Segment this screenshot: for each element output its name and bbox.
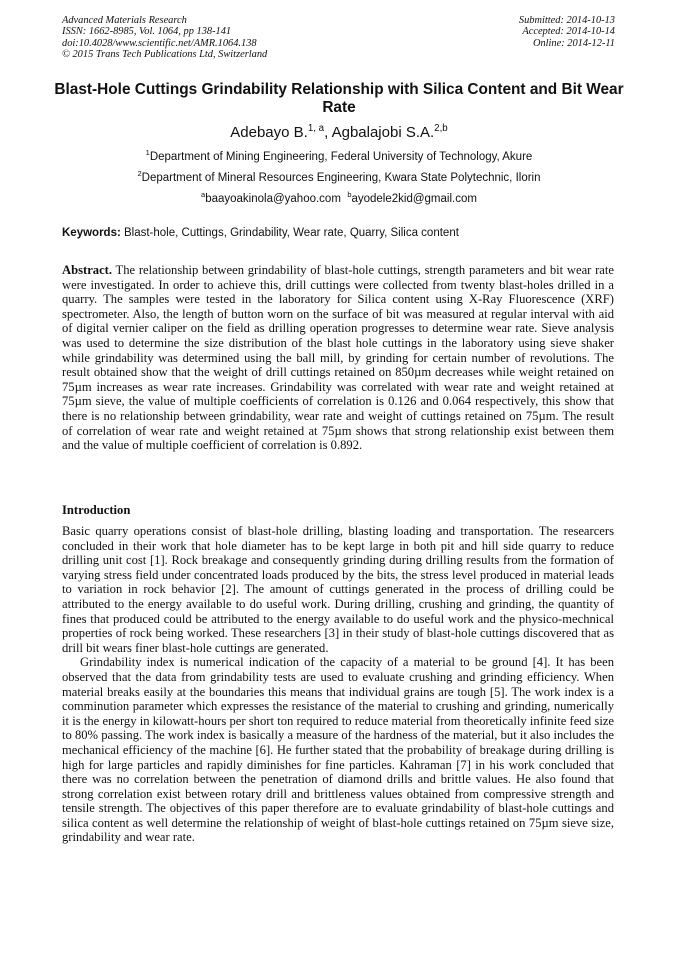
online-date: Online: 2014-12-11 — [532, 37, 615, 49]
affiliation-text: Department of Mining Engineering, Federal University of Technology, Akure — [149, 151, 533, 163]
keywords — [62, 227, 459, 239]
paper-title: Blast-Hole Cuttings Grindability Relationship with Silica Content and Bit Wear Rate — [54, 81, 624, 116]
affiliation-1 — [0, 148, 678, 163]
email-1[interactable]: baayoakinola@yahoo.com — [205, 193, 341, 205]
author-2: Agbalajobi S.A. — [331, 124, 435, 141]
email-sup: a — [201, 190, 206, 200]
authors — [0, 124, 678, 141]
journal-info — [62, 15, 267, 61]
paragraph: Grindability index is numerical indication of the capacity of a material to be ground [4]. It has been observed that the data from grindability tests are used to evaluate crushing and grinding efficiency. When material breaks easily at the boundaries this means that individual grains are tough [5]. The work index is a comminution parameter which expresses the resistance of the material to crushing and grinding, numerically it is the energy in kilowatt-hours per short ton required to reduce material from theoretically infinite feed size to 80% passing. The work index is basically a measure of the hardness of the material, but it also includes the mechanical efficiency of the machine [6]. He further stated that the probability of breakage during drilling is high for large particles and rapidly diminishes for fine particles. Kahraman [7] in his work concluded that there was no correlation between the penetration of diamond drills and brittle values. He also found that strong correlation exist between rotary drill and brittleness values obtained from compressive strength and tensile strength. The objectives of this paper therefore are to evaluate grindability of blast-hole cuttings and silica content as well determine the relationship of weight of blast-hole cuttings retained on 75µm sieve size, grindability and wear rate. — [62, 655, 614, 845]
author-1: Adebayo B. — [230, 124, 308, 141]
paragraph: Basic quarry operations consist of blast-hole drilling, blasting loading and transportation. The researcers concluded in their work that hole diameter has to be kept large in both pit and hill side quarry to reduce drilling unit cost [1]. Rock breakage and consequently grinding during drilling results from the formation of varying stress field under concentrated loads produced by the bits, the stress level produced in material leads to variation in rock behavior [2]. The amount of cuttings generated in the process of drilling could be attributed to the energy available to do useful work. During drilling, crushing and grinding, the quantity of fines that produced could be attributed to the energy available to do useful work and the physico-mechnical properties of rock being worked. These researchers [3] in their study of blast-hole cuttings discovered that as drill bit wears finer blast-hole cuttings are generated. — [62, 524, 614, 655]
keywords-text: Blast-hole, Cuttings, Grindability, Wear rate, Quarry, Silica content — [120, 227, 459, 239]
copyright: © 2015 Trans Tech Publications Ltd, Switzerland — [62, 49, 268, 61]
dates-info — [519, 15, 615, 49]
introduction-body — [62, 524, 614, 845]
affiliation-2 — [0, 169, 678, 184]
issn: ISSN: 1662-8985, Vol. 1064, pp 138-141 — [62, 26, 232, 38]
accepted-date: Accepted: 2014-10-14 — [522, 26, 615, 38]
email-sup: b — [347, 190, 352, 200]
email-2[interactable]: ayodele2kid@gmail.com — [351, 193, 477, 205]
affiliation-sup: 2 — [137, 169, 142, 179]
abstract — [62, 263, 614, 453]
author-separator: , — [324, 124, 332, 141]
affiliation-sup: 1 — [145, 148, 150, 158]
affiliation-text: Department of Mineral Resources Engineering, Kwara State Polytechnic, Ilorin — [141, 172, 541, 184]
abstract-text: The relationship between grindability of blast-hole cuttings, strength parameters and bit wear rate were investigated. In order to achieve this, drill cuttings were collected from twenty blast-holes drilled in a quarry. The samples were tested in the laboratory for Silica content using X-Ray Fluorescence (XRF) spectrometer. Also, the length of button worn on the surface of bit was measured at regular interval with aid of digital vernier caliper on the field as drilling operation progresses to determine wear rate. Sieve analysis was used to determine the size distribution of the blast hole cuttings in the laboratory using sieve shaker while grindability was determined using the ball mill, by grinding for certain number of revolutions. The result obtained show that the weight of drill cuttings retained on 850µm decreases while weight retained on 75µm increases as wear rate increases. Grindability was correlated with wear rate and weight retained at 75µm sieve, the value of multiple coefficients of correlation is 0.126 and 0.064 respectively, this show that there is no relationship between grindability, wear rate and weight of cuttings retained on 75µm. The result of correlation of wear rate and weight retained at 75µm shows that strong relationship exist between them and the value of multiple coefficient of correlation is 0.892. — [62, 263, 614, 453]
submitted-date: Submitted: 2014-10-13 — [518, 15, 615, 26]
keywords-label: Keywords: — [62, 227, 121, 239]
journal-name: Advanced Materials Research — [62, 15, 187, 26]
doi: doi:10.4028/www.scientific.net/AMR.1064.138 — [62, 37, 257, 49]
author-2-sup: 2,b — [434, 123, 448, 134]
emails — [0, 190, 678, 205]
abstract-label: Abstract. — [62, 263, 113, 277]
section-heading-introduction: Introduction — [62, 503, 131, 517]
author-1-sup: 1, a — [307, 123, 325, 134]
